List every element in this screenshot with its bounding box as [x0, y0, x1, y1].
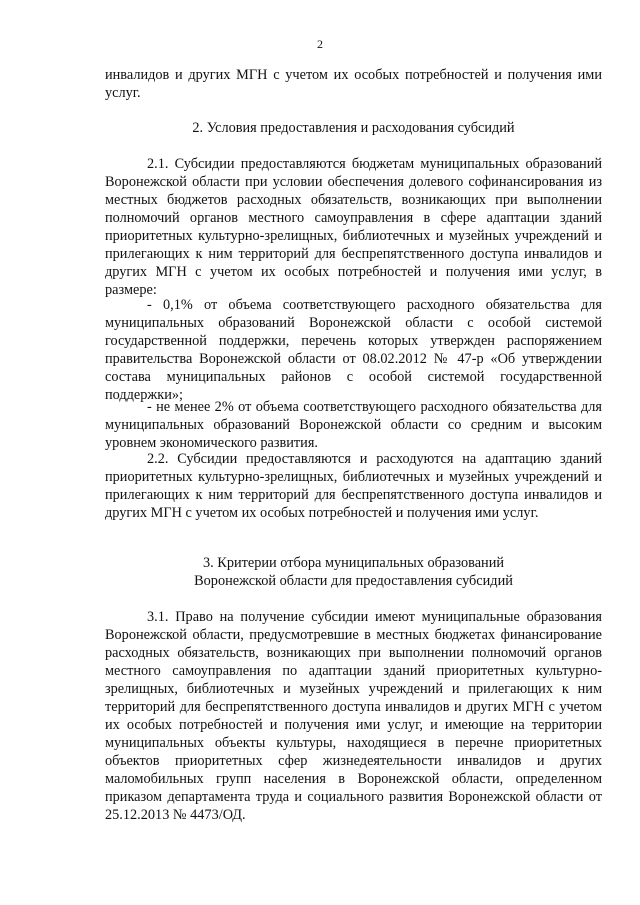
section-3-heading-line1: 3. Критерии отбора муниципальных образований	[203, 555, 504, 571]
section-2-heading: 2. Условия предоставления и расходования субсидий	[192, 120, 515, 136]
section-3-heading-line2: Воронежской области для предоставления субсидий	[194, 573, 513, 589]
paragraph-3-1: 3.1. Право на получение субсидии имеют муниципальные образования Воронежской области, предусмотревшие в местных бюджетах финансирование расходных обязательств, возникающих при выполнении полномочий органов местного самоуправления по адаптации зданий приоритетных культурно-зрелищных, библиотечных и музейных учреждений и прилегающих к ним территорий для беспрепятственного доступа инвалидов и других МГН с учетом их особых потребностей и получения ими услуг, и имеющие на территории муниципальных объекты культуры, находящиеся в перечне приоритетных объектов приоритетных сфер жизнедеятельности инвалидов и других маломобильных групп населения в Воронежской области, определенном приказом департамента труда и социального развития Воронежской области от 25.12.2013 № 4473/ОД.	[105, 609, 602, 823]
bullet-0-1-percent: - 0,1% от объема соответствующего расходного обязательства для муниципальных образований Воронежской области с особой системой государственной поддержки, перечень которых утвержден распоряжением правительства Воронежской области от 08.02.2012 № 47-р «Об утверждении состава муниципальных районов с особой системой государственной поддержки»;	[105, 297, 602, 403]
page-number: 2	[317, 37, 323, 51]
bullet-2-percent: - не менее 2% от объема соответствующего расходного обязательства для муниципальных образований Воронежской области со средним и высоким уровнем экономического развития.	[105, 399, 602, 451]
intro-paragraph: инвалидов и других МГН с учетом их особых потребностей и получения ими услуг.	[105, 67, 602, 101]
paragraph-2-1: 2.1. Субсидии предоставляются бюджетам муниципальных образований Воронежской области при условии обеспечения долевого софинансирования из местных бюджетов расходных обязательств, возникающих при выполнении полномочий органов местного самоуправления в сфере адаптации зданий приоритетных культурно-зрелищных, библиотечных и музейных учреждений и прилегающих к ним территорий для беспрепятственного доступа инвалидов и других МГН с учетом их особых потребностей и получения ими услуг, в размере:	[105, 156, 602, 298]
paragraph-2-2: 2.2. Субсидии предоставляются и расходуются на адаптацию зданий приоритетных культурно-зрелищных, библиотечных и музейных учреждений и прилегающих к ним территорий для беспрепятственного доступа инвалидов и других МГН с учетом их особых потребностей и получения ими услуг.	[105, 451, 602, 521]
